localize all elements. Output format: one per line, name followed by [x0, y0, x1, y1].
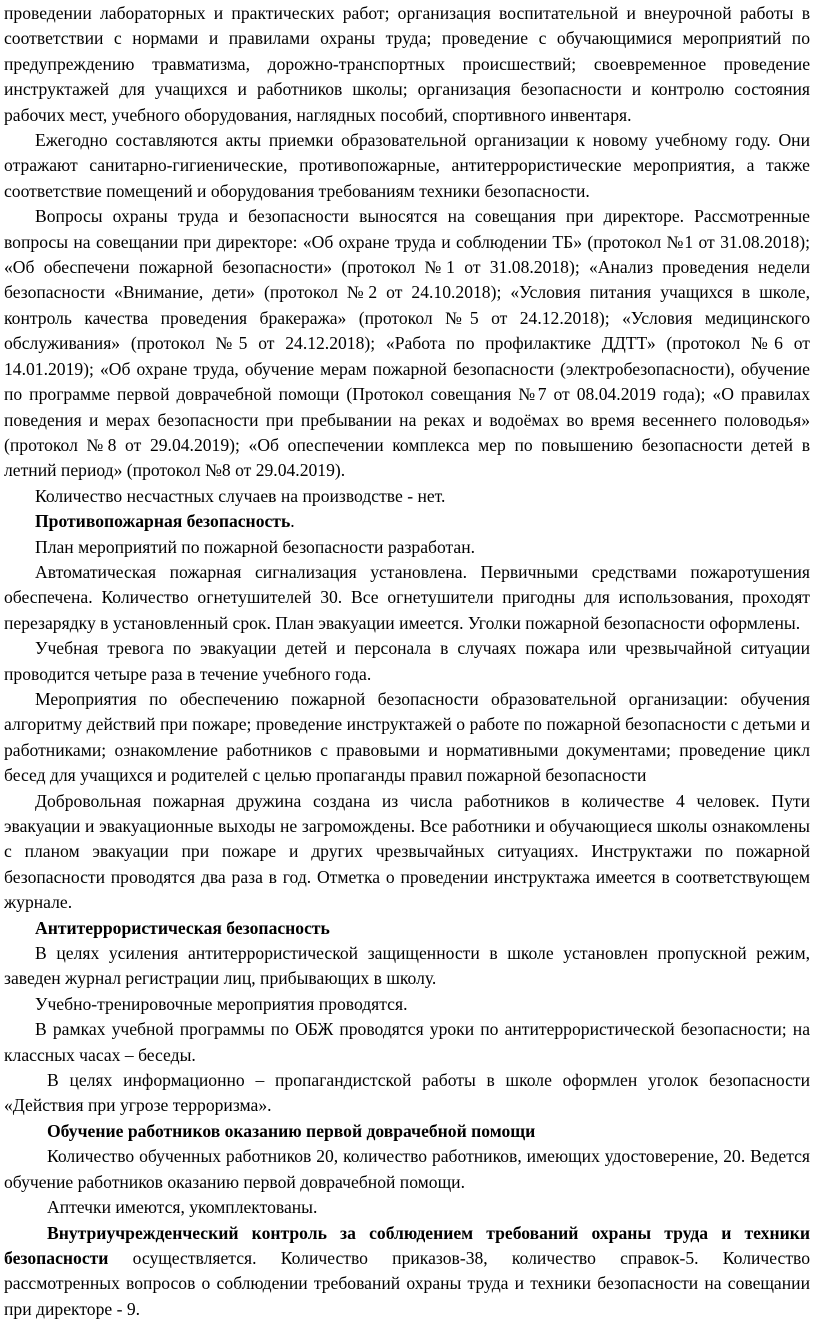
paragraph-access-control: В целях усиления антитеррористической защищенности в школе установлен пропускной режим, заведен журнал регистрации лиц, прибывающих в школу. [4, 941, 810, 992]
paragraph-director-meetings: Вопросы охраны труда и безопасности выносятся на совещания при директоре. Рассмотренные вопросы на совещании при директоре: «Об охране труда и соблюдении ТБ» (протокол №1 от 31.08.2018); «Об обеспечени пожарной безопасности» (протокол №1 от 31.08.2018); «Анализ проведения недели безопасности «Внимание, дети» (протокол №2 от 24.10.2018); «Условия питания учащихся в школе, контроль качества проведения бракеража» (протокол №5 от 24.12.2018); «Условия медицинского обслуживания» (протокол №5 от 24.12.2018); «Работа по профилактике ДДТТ» (протокол №6 от 14.01.2019); «Об охране труда, обучение мерам пожарной безопасности (электробезопасности), обучение по программе первой доврачебной помощи (Протокол совещания №7 от 08.04.2019 года); «О правилах поведения и мерах безопасности при пребывании на реках и водоёмах во время весеннего половодья» (протокол №8 от 29.04.2019); «Об опеспечении комплекса мер по повышению безопасности детей в летний период» (протокол №8 от 29.04.2019). [4, 204, 810, 483]
paragraph-obzh-lessons: В рамках учебной программы по ОБЖ проводятся уроки по антитеррористической безопасности; на классных часах – беседы. [4, 1017, 810, 1068]
paragraph-fire-measures: Мероприятия по обеспечению пожарной безопасности образовательной организации: обучения алгоритму действий при пожаре; проведение инструктажей о работе по пожарной безопасности с детьми и работниками; ознакомление работников с правовыми и нормативными документами; проведение цикл бесед для учащихся и родителей с целью пропаганды правил пожарной безопасности [4, 687, 810, 789]
paragraph-internal-control [4, 1221, 810, 1322]
heading-first-aid: Обучение работников оказанию первой доврачебной помощи [4, 1119, 810, 1144]
paragraph-training-drills: Учебно-тренировочные мероприятия проводятся. [4, 992, 810, 1017]
paragraph-fire-plan: План мероприятий по пожарной безопасности разработан. [4, 535, 810, 560]
heading-antiterror: Антитеррористическая безопасность [4, 916, 810, 941]
heading-fire-safety [4, 509, 810, 534]
paragraph-evacuation-drill: Учебная тревога по эвакуации детей и персонала в случаях пожара или чрезвычайной ситуации проводится четыре раза в течение учебного года. [4, 636, 810, 687]
paragraph-fire-brigade: Добровольная пожарная дружина создана из числа работников в количестве 4 человек. Пути эвакуации и эвакуационные выходы не загромождены. Все работники и обучающиеся школы ознакомлены с планом эвакуации при пожаре и других чрезвычайных ситуациях. Инструктажи по пожарной безопасности проводятся два раза в год. Отметка о проведении инструктажа имеется в соответствующем журнале. [4, 789, 810, 916]
internal-control-heading: Внутриучрежденческий контроль за соблюдением требований охраны труда и техники безопасности [4, 1223, 810, 1268]
paragraph-first-aid-training: Количество обученных работников 20, количество работников, имеющих удостоверение, 20. Ведется обучение работников оказанию первой доврачебной помощи. [4, 1144, 810, 1195]
paragraph-safety-measures: проведении лабораторных и практических работ; организация воспитательной и внеурочной работы в соответствии с нормами и правилами охраны труда; проведение с обучающимися мероприятий по предупреждению травматизма, дорожно-транспортных происшествий; своевременное проведение инструктажей для учащихся и работников школы; организация безопасности и контролю состояния рабочих мест, учебного оборудования, наглядных пособий, спортивного инвентаря. [4, 1, 810, 128]
paragraph-acceptance-acts: Ежегодно составляются акты приемки образовательной организации к новому учебному году. Они отражают санитарно-гигиенические, противопожарные, антитеррористические мероприятия, а также соответствие помещений и оборудования требованиям техники безопасности. [4, 128, 810, 204]
heading-fire-safety-text: Противопожарная безопасность [35, 511, 290, 531]
heading-fire-safety-dot: . [290, 511, 294, 531]
paragraph-accidents: Количество несчастных случаев на производстве - нет. [4, 484, 810, 509]
paragraph-info-corner: В целях информационно – пропагандистской работы в школе оформлен уголок безопасности «Действия при угрозе терроризма». [4, 1068, 810, 1119]
paragraph-fire-alarm: Автоматическая пожарная сигнализация установлена. Первичными средствами пожаротушения обеспечена. Количество огнетушителей 30. Все огнетушители пригодны для использования, проходят перезарядку в установленный срок. План эвакуации имеется. Уголки пожарной безопасности оформлены. [4, 560, 810, 636]
internal-control-text: осуществляется. Количество приказов-38, количество справок-5. Количество рассмотренных вопросов о соблюдении требований охраны труда и техники безопасности на совещании при директоре - 9. [4, 1248, 810, 1319]
paragraph-first-aid-kits: Аптечки имеются, укомплектованы. [4, 1195, 810, 1220]
